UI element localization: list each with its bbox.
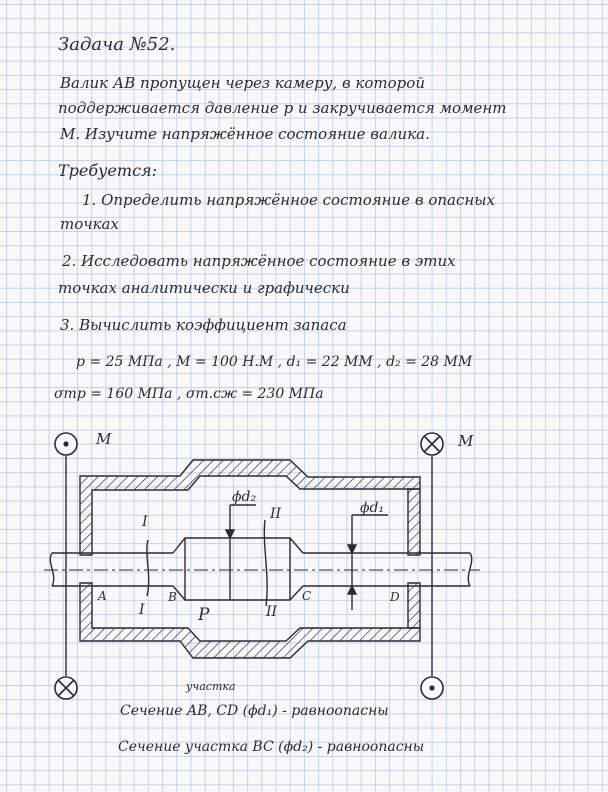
dim-d1-arrow-bottom <box>348 586 356 594</box>
chamber-wall-bottom <box>80 583 420 658</box>
task-3: 3. Вычислить коэффициент запаса <box>60 316 347 334</box>
chamber-wall-right <box>408 489 420 555</box>
label-section-1-top: I <box>142 514 148 530</box>
note-above-conclusion: участка <box>186 680 236 693</box>
label-moment-left: M <box>96 430 112 448</box>
dim-d2-arrow <box>226 530 234 538</box>
section-cut-1 <box>147 540 149 596</box>
moment-in-icon-top-right <box>421 433 443 455</box>
label-diameter-d2: ϕd₂ <box>232 489 257 505</box>
label-pressure: P <box>198 605 210 625</box>
moment-out-icon-bottom-right <box>421 677 443 699</box>
conclusion-line-1: Сечение AB, CD (ϕd₁) - равноопасны <box>120 703 389 719</box>
shaft-thick-segment <box>173 538 303 600</box>
label-moment-right: M <box>458 432 474 450</box>
given-line-2: σтр = 160 МПа , σт.сж = 230 МПа <box>54 386 324 402</box>
conclusion-line-2: Сечение участка BC (ϕd₂) - равноопасны <box>118 739 425 755</box>
intro-line-1: Валик АВ пропущен через камеру, в которой <box>60 74 425 92</box>
required-heading: Требуется: <box>58 161 158 180</box>
label-point-c: C <box>302 589 312 603</box>
moment-in-icon-bottom-left <box>55 677 77 699</box>
given-line-1: p = 25 МПа , M = 100 Н.М , d₁ = 22 ММ , d₂ = 28 ММ <box>76 354 473 370</box>
intro-line-3: М. Изучите напряжённое состояние валика. <box>60 125 430 143</box>
task-1: 1. Определить напряжённое состояние в опасных <box>82 191 495 209</box>
task-2: 2. Исследовать напряжённое состояние в этих <box>62 252 456 270</box>
label-point-d: D <box>390 590 400 604</box>
label-section-2-bottom: II <box>266 604 278 620</box>
label-point-a: A <box>98 589 107 603</box>
intro-line-2: поддерживается давление p и закручивается момент <box>58 99 507 117</box>
label-section-1-bottom: I <box>139 602 145 618</box>
chamber-wall-right-lower <box>408 583 420 628</box>
label-section-2-top: II <box>270 506 282 522</box>
problem-title: Задача №52. <box>58 34 176 55</box>
label-diameter-d1: ϕd₁ <box>360 500 385 516</box>
label-point-b: B <box>168 590 177 604</box>
task-2-cont: точках аналитически и графически <box>58 279 350 297</box>
dim-d1-arrow-top <box>348 545 356 553</box>
shaft-diagram <box>44 456 480 676</box>
moment-out-icon-top-left <box>55 433 77 455</box>
section-cut-2 <box>264 520 267 606</box>
task-1-cont: точках <box>60 215 119 233</box>
